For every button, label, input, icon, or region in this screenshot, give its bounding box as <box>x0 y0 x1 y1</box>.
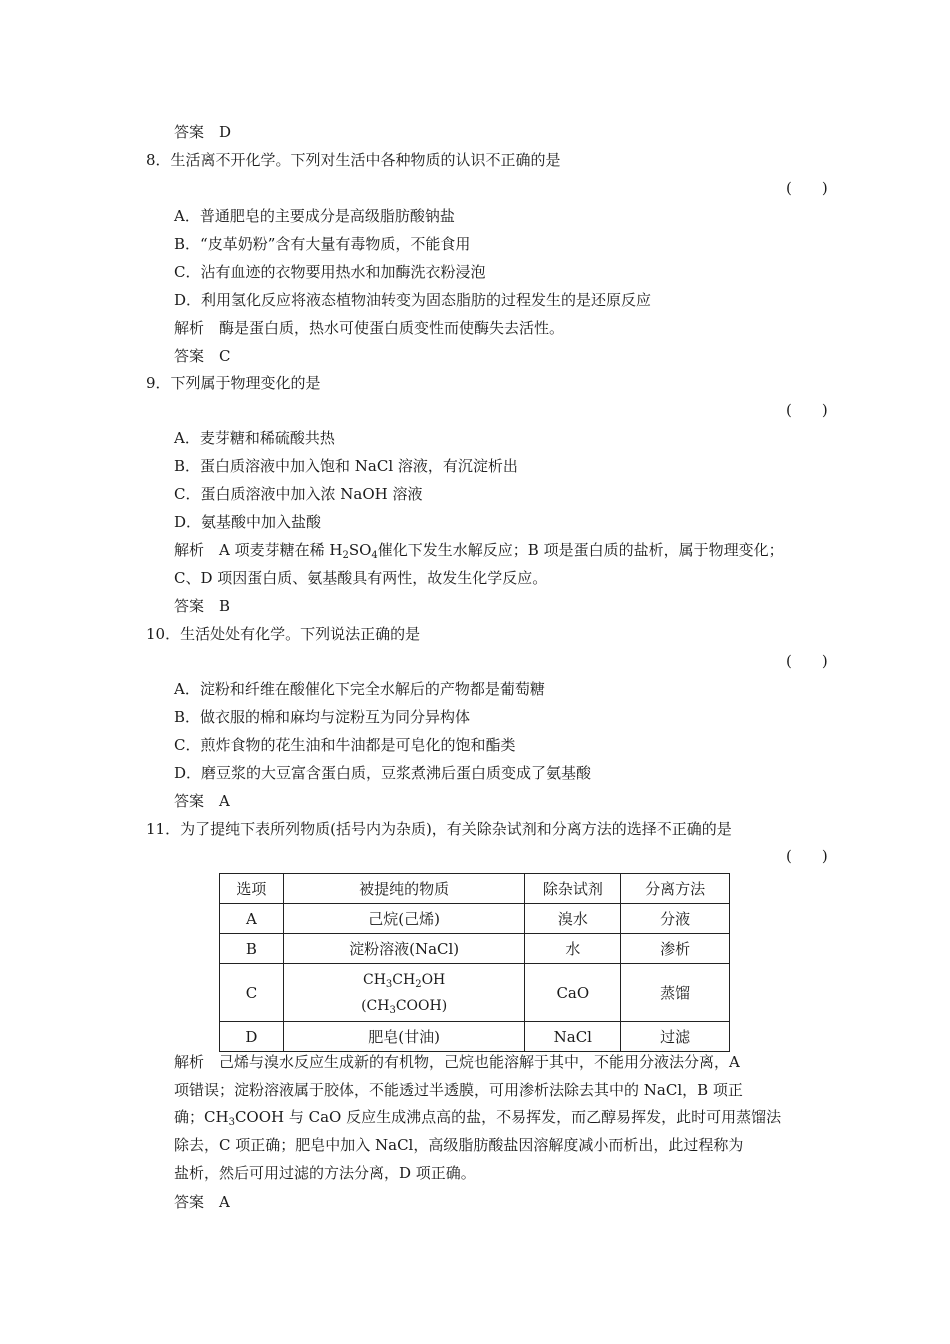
q10-answer: 答案 A <box>174 792 230 810</box>
q8-answer: 答案 C <box>174 347 231 365</box>
table-cell: 溴水 <box>525 904 621 934</box>
q9-analysis-line1: 解析 A 项麦芽糖在稀 $H_2SO_4$催化下发生水解反应；B 项是蛋白质的盐析，属于物理变化； <box>174 541 784 561</box>
table-cell: B <box>220 934 284 964</box>
q11-analysis-line4: 除去，C 项正确；肥皂中加入 NaCl，高级脂肪酸盐因溶解度减小而析出，此过程称为 <box>174 1136 744 1154</box>
table-header-row <box>220 874 730 904</box>
q10-option-d: D．磨豆浆的大豆富含蛋白质，豆浆煮沸后蛋白质变成了氨基酸 <box>174 764 592 782</box>
table-header-cell: 分离方法 <box>621 874 730 904</box>
q9-option-c: C．蛋白质溶液中加入浓 NaOH 溶液 <box>174 485 423 503</box>
table-cell: D <box>220 1022 284 1052</box>
q8-option-a: A．普通肥皂的主要成分是高级脂肪酸钠盐 <box>174 207 455 225</box>
table-row <box>220 904 730 934</box>
q8-option-d: D．利用氢化反应将液态植物油转变为固态脂肪的过程发生的是还原反应 <box>174 291 652 309</box>
q10-stem: 10．生活处处有化学。下列说法正确的是 <box>146 625 421 643</box>
table-cell: 肥皂(甘油) <box>283 1022 525 1052</box>
table-cell <box>283 964 525 1022</box>
answer-q7: 答案 D <box>174 123 232 141</box>
q9-analysis-line2: C、D 项因蛋白质、氨基酸具有两性，故发生化学反应。 <box>174 569 548 587</box>
formula-ethanol: $CH_3CH_2OH$ <box>362 971 446 990</box>
table-header-cell: 被提纯的物质 <box>283 874 525 904</box>
table-cell: 分液 <box>621 904 730 934</box>
q11-answer: 答案 A <box>174 1193 230 1211</box>
table-cell: 渗析 <box>621 934 730 964</box>
q11-answer-paren: ( ) <box>786 847 828 865</box>
q11-analysis-line3: 确；$CH_3COOH$ 与 CaO 反应生成沸点高的盐，不易挥发，而乙醇易挥发，此时可用蒸馏法 <box>174 1108 782 1128</box>
table-cell: C <box>220 964 284 1022</box>
q10-option-a: A．淀粉和纤维在酸催化下完全水解后的产物都是葡萄糖 <box>174 680 545 698</box>
q11-analysis-line5: 盐析，然后可用过滤的方法分离，D 项正确。 <box>174 1164 476 1182</box>
formula-acetic-acid: $(CH_3COOH)$ <box>361 997 448 1016</box>
table-cell: A <box>220 904 284 934</box>
table-header-cell: 选项 <box>220 874 284 904</box>
q9-option-a: A．麦芽糖和稀硫酸共热 <box>174 429 335 447</box>
q11-stem: 11．为了提纯下表所列物质(括号内为杂质)，有关除杂试剂和分离方法的选择不正确的是 <box>146 820 732 838</box>
q9-answer-paren: ( ) <box>786 401 828 419</box>
purification-table <box>219 873 730 1052</box>
table-cell: 水 <box>525 934 621 964</box>
table-row <box>220 1022 730 1052</box>
q9-answer: 答案 B <box>174 597 231 615</box>
table-cell: 蒸馏 <box>621 964 730 1022</box>
q8-answer-paren: ( ) <box>786 179 828 197</box>
q10-option-b: B．做衣服的棉和麻均与淀粉互为同分异构体 <box>174 708 471 726</box>
q10-answer-paren: ( ) <box>786 652 828 670</box>
table-row <box>220 964 730 1022</box>
q9-option-b: B．蛋白质溶液中加入饱和 NaCl 溶液，有沉淀析出 <box>174 457 518 475</box>
q9-option-d: D．氨基酸中加入盐酸 <box>174 513 322 531</box>
table-cell: CaO <box>525 964 621 1022</box>
q9-stem: 9．下列属于物理变化的是 <box>146 374 321 392</box>
q8-option-b: B．“皮革奶粉”含有大量有毒物质，不能食用 <box>174 235 471 253</box>
q8-stem: 8．生活离不开化学。下列对生活中各种物质的认识不正确的是 <box>146 151 561 169</box>
q11-analysis-line1: 解析 己烯与溴水反应生成新的有机物，己烷也能溶解于其中，不能用分液法分离，A <box>174 1053 740 1071</box>
table-cell: 己烷(己烯) <box>283 904 525 934</box>
table-cell: NaCl <box>525 1022 621 1052</box>
q11-analysis-line2: 项错误；淀粉溶液属于胶体，不能透过半透膜，可用渗析法除去其中的 NaCl，B 项正 <box>174 1081 743 1099</box>
table-cell: 淀粉溶液(NaCl) <box>283 934 525 964</box>
table-header-cell: 除杂试剂 <box>525 874 621 904</box>
table-row <box>220 934 730 964</box>
table-cell: 过滤 <box>621 1022 730 1052</box>
q10-option-c: C．煎炸食物的花生油和牛油都是可皂化的饱和酯类 <box>174 736 516 754</box>
q8-option-c: C．沾有血迹的衣物要用热水和加酶洗衣粉浸泡 <box>174 263 486 281</box>
q8-analysis: 解析 酶是蛋白质，热水可使蛋白质变性而使酶失去活性。 <box>174 319 565 337</box>
